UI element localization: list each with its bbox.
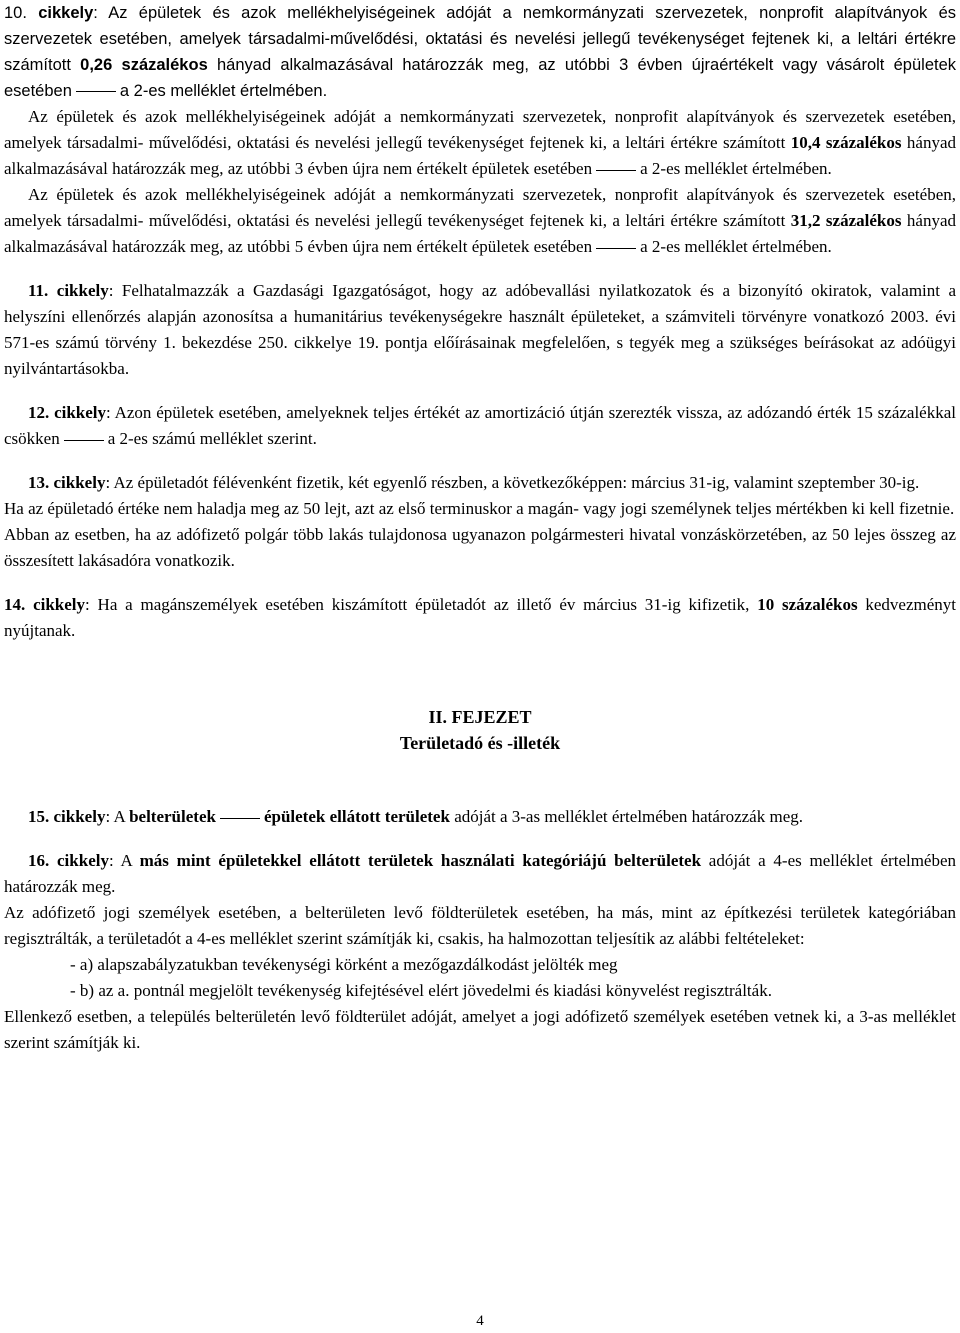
- article-14-text-c: kedvezményt nyújtanak.: [4, 595, 956, 640]
- dash-line: [76, 91, 116, 92]
- article-10-text-d: a 2-es melléklet értelmében.: [119, 82, 328, 100]
- article-12-label: cikkely: [54, 403, 107, 422]
- article-10-p3-text-d: a 2-es melléklet értelmében.: [640, 237, 832, 256]
- article-14-number: 14.: [4, 595, 26, 614]
- article-14-label: cikkely: [33, 595, 86, 614]
- article-10-p2-text-d: a 2-es melléklet értelmében.: [640, 159, 832, 178]
- article-10-rate-3: 31,2 százalékos: [790, 211, 902, 230]
- page-number: 4: [476, 1313, 484, 1329]
- article-13-number: 13.: [28, 473, 50, 492]
- article-11-label: cikkely: [56, 281, 109, 300]
- article-15-text-d: adóját a 3-as melléklet értelmében határozzák meg.: [449, 807, 803, 826]
- article-16-paragraph-3: Ellenkező esetben, a település belterületén levő földterület adóját, amelyet a jogi adófizető személyek esetében vetnek ki, a 3-as melléklet szerint számítják ki.: [4, 1007, 956, 1052]
- dash-line: [596, 170, 636, 171]
- article-16-text-a: : A: [108, 851, 140, 870]
- article-10-paragraph-1: [4, 0, 956, 104]
- article-15-number: 15.: [28, 807, 50, 826]
- article-16-list-item-b: - b) az a. pontnál megjelölt tevékenység kifejtésével elért jövedelmi és kiadási könyvelést regisztrálták.: [70, 981, 772, 1000]
- article-10-rate-2: 10,4 százalékos: [790, 133, 902, 152]
- article-15-text-a: : A: [105, 807, 130, 826]
- article-10-paragraph-3: [4, 182, 956, 260]
- article-16-paragraph-2: Az adófizető jogi személyek esetében, a belterületen levő földterületek esetében, ha más, mint az építkezési területek kategóriában regisztrálták, a területadót a 4-es melléklet szerint számítják ki, csakis, ha halmozottan teljesítik az alábbi feltételeket:: [4, 903, 956, 948]
- chapter-heading: [4, 704, 956, 756]
- article-12-paragraph: [4, 400, 956, 452]
- article-10-number: 10.: [4, 4, 27, 22]
- article-13-paragraph-3: Abban az esetben, ha az adófizető polgár több lakás tulajdonosa ugyanazon polgármesteri hivatal vonzáskörzetében, az 50 lejes összeg az összesített lakásadóra vonatkozik.: [4, 525, 956, 570]
- article-12-text-b: a 2-es számú melléklet szerint.: [107, 429, 317, 448]
- article-13-paragraph-2: Ha az épületadó értéke nem haladja meg az 50 lejt, azt az első terminuskor a magán- vagy jogi személynek teljes mértékben ki kell fizetnie.: [4, 499, 955, 518]
- article-11-number: 11.: [28, 281, 49, 300]
- article-16-text-c: adóját a 4-es melléklet értelmében határozzák meg.: [4, 851, 957, 896]
- article-16-paragraph-1: [4, 848, 956, 900]
- dash-line: [64, 440, 104, 441]
- article-10-p3-text-c: hányad alkalmazásával határozzák meg, az utóbbi 5 évben újra nem értékelt épületek esetében: [4, 211, 956, 256]
- article-16-label: cikkely: [57, 851, 109, 870]
- document-page: [4, 0, 956, 1056]
- chapter-title: II. FEJEZET: [428, 707, 532, 727]
- article-10-p3-text-a: Az épületek és azok mellékhelyiségeinek adóját a nemkormányzati szervezetek, nonprofit alapítványok és szervezetek esetében, amelyek társadalmi- művelődési, oktatási és nevelési jellegű tevékenységet fejtenek ki, a leltári értékre számított: [4, 185, 956, 230]
- dash-line: [220, 818, 260, 819]
- chapter-subtitle: Területadó és -illeték: [399, 733, 561, 753]
- article-13-paragraph-1: [4, 470, 956, 496]
- article-15-paragraph: [4, 804, 956, 830]
- article-16-text-b: más mint épületekkel ellátott területek használati kategóriájú belterületek: [139, 851, 702, 870]
- article-15-text-b: belterületek: [129, 807, 216, 826]
- article-13-text: : Az épületadót félévenként fizetik, két egyenlő részben, a következőképpen: március 31-ig, valamint szeptember 30-ig.: [105, 473, 920, 492]
- article-16-list-item-a: - a) alapszabályzatukban tevékenységi körként a mezőgazdálkodást jelölték meg: [70, 955, 618, 974]
- article-10-text-a: : Az épületek és azok mellékhelyiségeinek adóját a nemkormányzati szervezetek, nonprofit alapítványok és szervezetek esetében, amelyek társadalmi-művelődési, oktatási és nevelési jellegű tevékenységet fejtenek ki, a leltári értékre számított: [4, 4, 957, 74]
- article-16-number: 16.: [28, 851, 50, 870]
- article-15-text-c: épületek ellátott területek: [263, 807, 450, 826]
- article-14-text-a: : Ha a magánszemélyek esetében kiszámított épületadót az illető év március 31-ig kifizetik,: [85, 595, 758, 614]
- article-11-paragraph: [4, 278, 956, 382]
- article-13-label: cikkely: [53, 473, 106, 492]
- article-14-paragraph: [4, 592, 956, 644]
- article-10-rate-1: 0,26 százalékos: [80, 56, 208, 74]
- article-12-number: 12.: [28, 403, 50, 422]
- article-12-text-a: : Azon épületek esetében, amelyeknek teljes értékét az amortizáció útján szerezték vissza, az adózandó érték 15 százalékkal csökken: [4, 403, 956, 448]
- article-11-text: : Felhatalmazzák a Gazdasági Igazgatóságot, hogy az adóbevallási nyilatkozatok és a bizonyító okiratok, valamint a helyszíni ellenőrzés alapján azonosítsa a humanitárius tevékenységekre használt épületeket, a számviteli törvényre vonatkozó 2003. évi 571-es számú törvény 1. bekezdése 250. cikkelye 19. pontja előírásainak megfelelően, s tegyék meg a szükséges beírásokat az adóügyi nyilvántartásokba.: [4, 281, 957, 378]
- dash-line: [596, 248, 636, 249]
- article-10-paragraph-2: [4, 104, 956, 182]
- article-10-p2-text-a: Az épületek és azok mellékhelyiségeinek adóját a nemkormányzati szervezetek, nonprofit alapítványok és szervezetek esetében, amelyek társadalmi- művelődési, oktatási és nevelési jellegű tevékenységet fejtenek ki, a leltári értékre számított: [4, 107, 956, 152]
- article-14-discount: 10 százalékos: [757, 595, 858, 614]
- article-10-text-c: hányad alkalmazásával határozzák meg, az utóbbi 3 évben újraértékelt vagy vásárolt épületek esetében: [4, 56, 957, 100]
- article-10-label: cikkely: [38, 4, 94, 22]
- article-15-label: cikkely: [53, 807, 106, 826]
- article-10-p2-text-c: hányad alkalmazásával határozzák meg, az utóbbi 3 évben újra nem értékelt épületek esetében: [4, 133, 956, 178]
